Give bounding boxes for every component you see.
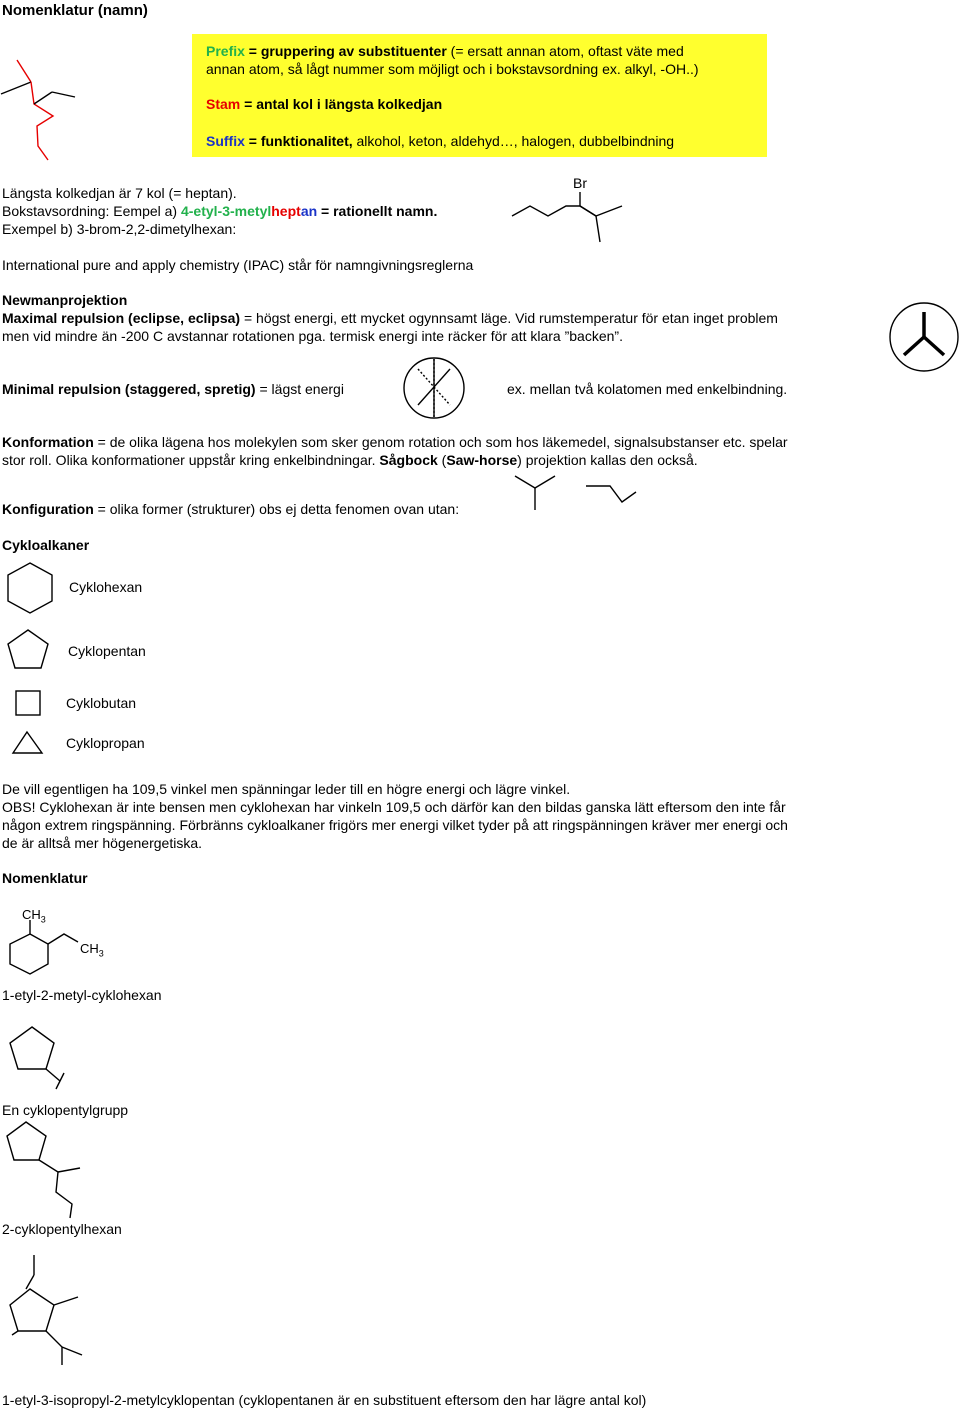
name-ethyl-isopropyl-methylcyclopentane: 1-etyl-3-isopropyl-2-metylcyklopentan (cyklopentanen är en substituent eftersom den har lägre antal kol)	[2, 1392, 647, 1408]
maximal-repulsion-description: = högst energi, ett mycket ogynnsamt läge. Vid rumstemperatur för etan inget problem	[240, 310, 778, 326]
ch3-label-top-text: CH	[22, 907, 41, 922]
suffix-line	[206, 133, 674, 150]
page-title: Nomenklatur (namn)	[2, 2, 148, 19]
maximal-repulsion-line-1	[2, 310, 778, 327]
name-ethyl-methyl-cyclohexane: 1-etyl-2-metyl-cyklohexan	[2, 987, 162, 1003]
sagbock-term: Sågbock	[379, 452, 438, 468]
cyclopentane-ring	[6, 628, 52, 672]
suffix-eq: = funktionalitet,	[244, 133, 353, 149]
sawhorse-branch-structure	[510, 472, 560, 512]
konfiguration-label: Konfiguration	[2, 501, 94, 517]
newman-heading: Newmanprojektion	[2, 292, 128, 308]
bromo-dimethylhexane-structure	[510, 190, 640, 250]
alphabetical-order-lead: Bokstavsordning: Eempel a)	[2, 203, 181, 219]
rational-name-label: = rationellt namn.	[317, 203, 438, 219]
maximal-repulsion-label: Maximal repulsion (eclipse, eclipsa)	[2, 310, 241, 326]
konformation-description-end: ) projektion kallas den också.	[517, 452, 698, 468]
suffix-word: Suffix	[206, 133, 245, 149]
konfiguration-line	[2, 501, 459, 518]
name-cyclopentyl-group: En cyklopentylgrupp	[2, 1102, 129, 1118]
cyclohexane-label: Cyklohexan	[69, 579, 143, 595]
cycloalkanes-heading: Cykloalkaner	[2, 537, 90, 553]
ch3-label-right-sub: 3	[98, 948, 104, 959]
cyclobutane-label: Cyklobutan	[66, 695, 137, 711]
ch3-label-top-sub: 3	[40, 914, 46, 925]
konformation-line-2	[2, 452, 698, 469]
name-prefix-part: 4-etyl-3-metyl	[180, 203, 272, 219]
suffix-examples: alkohol, keton, aldehyd…, halogen, dubbelbindning	[352, 133, 675, 149]
maximal-repulsion-line-2: men vid mindre än -200 C avstannar rotationen pga. termisk energi inte räcker för att klara ”backen”.	[2, 328, 623, 344]
newman-projection-eclipsed-icon	[398, 355, 470, 420]
prefix-line-1	[206, 43, 684, 60]
stam-word: Stam	[206, 96, 241, 112]
konformation-line-1	[2, 434, 788, 451]
heptane-skeleton-structure	[0, 50, 90, 165]
prefix-definition: = gruppering av substituenter	[244, 43, 447, 59]
br-label: Br	[573, 175, 587, 191]
angle-strain-text: De vill egentligen ha 109,5 vinkel men spänningar leder till en högre energi och lägre vinkel.	[2, 781, 571, 797]
obs-text-line-2: någon extrem ringspänning. Förbränns cykloalkaner frigörs mer energi vilket tyder på att ringspänningen kräver mer energi och	[2, 817, 788, 833]
sawhorse-chain-structure	[584, 480, 644, 510]
newman-projection-staggered-icon	[888, 300, 960, 374]
obs-text-line-1: OBS! Cyklohexan är inte bensen men cyklohexan har vinkeln 109,5 och därför kan den bildas ganska lätt eftersom den inte får	[2, 799, 786, 815]
example-b-text: Exempel b) 3-brom-2,2-dimetylhexan:	[2, 221, 237, 237]
cyclopentyl-group-structure	[6, 1025, 76, 1095]
minimal-repulsion-description: = lägst energi	[255, 381, 344, 397]
cyclohexane-ring	[6, 561, 56, 617]
paren-open: (	[437, 452, 447, 468]
konformation-description: = de olika lägena hos molekylen som sker genom rotation och som hos läkemedel, signalsubstanser etc. spelar	[93, 434, 788, 450]
ethyl-isopropyl-methylcyclopentane-structure	[6, 1255, 106, 1385]
prefix-line-2: annan atom, så lågt nummer som möjligt och i bokstavsordning ex. alkyl, -OH..)	[206, 61, 699, 77]
name-suffix-part: an	[300, 203, 318, 219]
ethyl-methyl-cyclohexane-structure	[6, 920, 86, 980]
name-cyclopentylhexane: 2-cyklopentylhexan	[2, 1221, 122, 1237]
obs-text-line-3: de är alltså mer högenergetiska.	[2, 835, 202, 851]
stam-definition: = antal kol i längsta kolkedjan	[240, 96, 443, 112]
minimal-repulsion-example: ex. mellan två kolatomen med enkelbindning.	[507, 381, 788, 397]
prefix-word: Prefix	[206, 43, 245, 59]
prefix-definition-tail: (= ersatt annan atom, oftast väte med	[446, 43, 684, 59]
cyclopentane-label: Cyklopentan	[68, 643, 146, 659]
chain-length-text: Längsta kolkedjan är 7 kol (= heptan).	[2, 185, 237, 201]
iupac-text: International pure and apply chemistry (IPAC) står för namngivningsreglerna	[2, 257, 474, 273]
cyclopropane-label: Cyklopropan	[66, 735, 145, 751]
konfiguration-description: = olika former (strukturer) obs ej detta fenomen ovan utan:	[93, 501, 460, 517]
konformation-description-2: stor roll. Olika konformationer uppstår kring enkelbindningar.	[2, 452, 380, 468]
cyclopropane-ring	[12, 731, 44, 755]
minimal-repulsion-line	[2, 381, 344, 398]
alphabetical-order-text	[2, 203, 437, 220]
nomenclature-heading: Nomenklatur	[2, 870, 88, 886]
name-stem-part: hept	[271, 203, 301, 219]
stam-line	[206, 96, 442, 113]
konformation-label: Konformation	[2, 434, 94, 450]
cyclobutane-ring	[15, 690, 43, 718]
ch3-label-right-text: CH	[80, 941, 99, 956]
sawhorse-term: Saw-horse	[446, 452, 518, 468]
cyclopentylhexane-structure	[6, 1120, 86, 1220]
minimal-repulsion-label: Minimal repulsion (staggered, spretig)	[2, 381, 256, 397]
